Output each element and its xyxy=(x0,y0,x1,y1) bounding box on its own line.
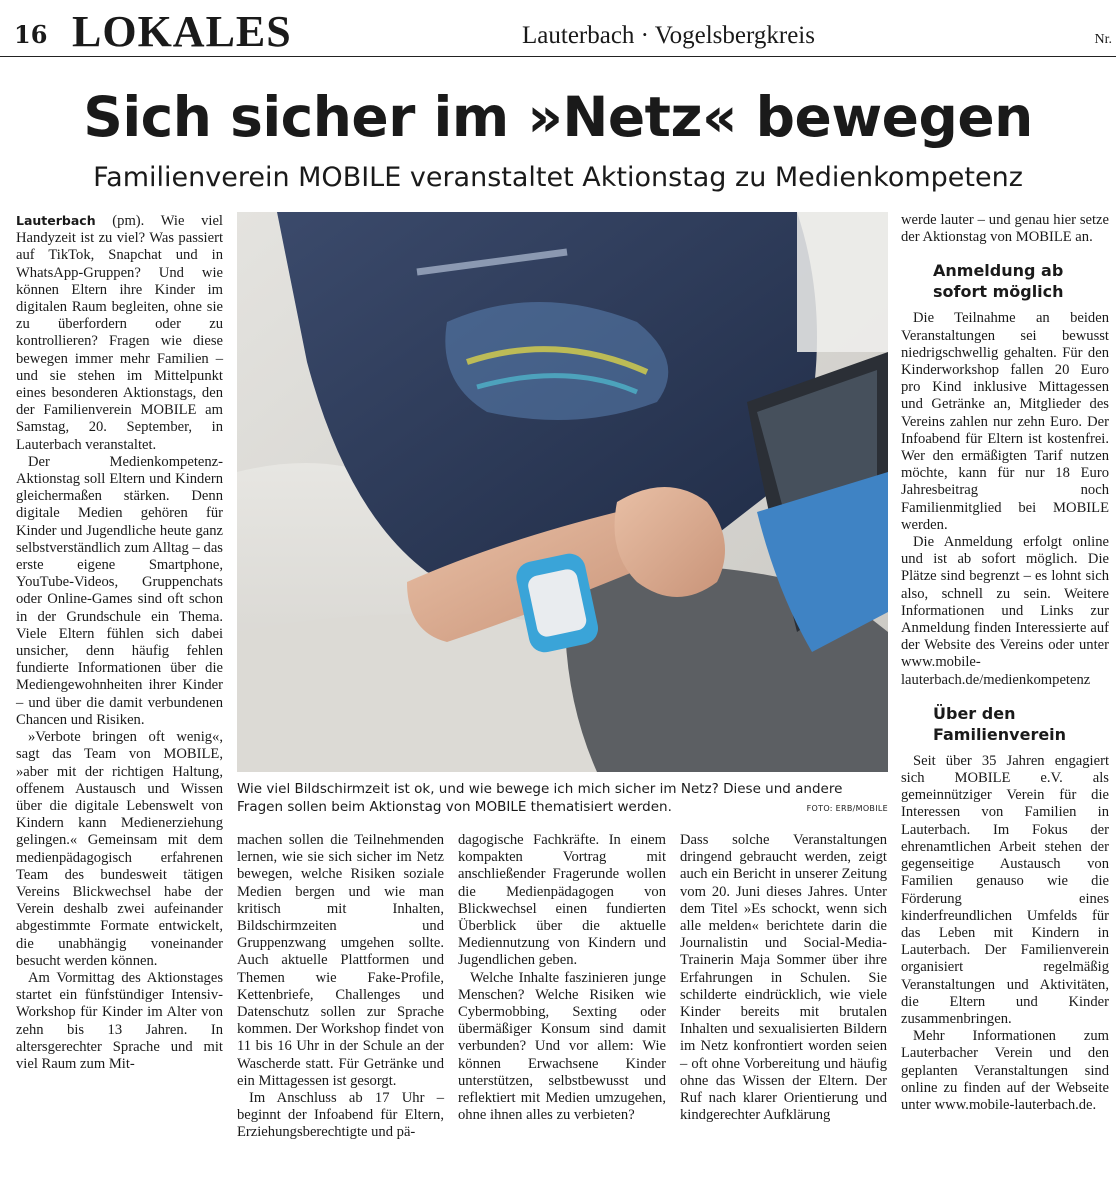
page-number: 16 xyxy=(14,20,48,49)
photo-caption xyxy=(237,780,888,816)
paragraph: Am Vormittag des Aktionstages startet ein fünfstündiger Intensiv-Workshop für Kinder im Alter von zehn bis 13 Jahren. In altersgerechter Sprache und mit viel Raum zum Mit- xyxy=(16,969,223,1072)
paragraph: Die Anmeldung erfolgt online und ist ab sofort möglich. Die Plätze sind begrenzt – es lohnt sich also, schnell zu sein. Weitere Informationen und Links zur Anmeldung finden Interessierte auf der Website des Vereins oder unter www.mobile-lauterbach.de/medienkompetenz xyxy=(901,534,1109,688)
issue-number-label: Nr. xyxy=(1094,32,1112,47)
paragraph: Im Anschluss ab 17 Uhr – beginnt der Infoabend für Eltern, Erziehungsberechtigte und pä- xyxy=(237,1090,444,1141)
masthead xyxy=(0,0,1116,57)
subheading-registration: Anmeldung ab sofort möglich xyxy=(933,261,1064,302)
article-column-2 xyxy=(237,832,444,1142)
paragraph: machen sollen die Teilnehmenden lernen, wie sie sich sicher im Netz bewegen, welche Risiken soziale Medien bergen und wie man kritisch mit Inhalten, Bildschirmzeiten und Gruppenzwang umgehen sollte. Auch aktuelle Plattformen und Themen wie Fake-Profile, Kettenbriefe, Challenges und Datenschutz sollen zur Sprache kommen. Der Workshop findet von 11 bis 16 Uhr in der Schule an der Wascherde statt. Für Getränke und ein Mittagessen ist gesorgt. xyxy=(237,832,444,1089)
paragraph: dagogische Fachkräfte. In einem kompakten Vortrag mit anschließender Fragerunde wollen die Medienpädagogen von Blickwechsel einen fundierten Überblick über die aktuelle Mediennutzung von Kindern und Jugendlichen geben. xyxy=(458,832,666,969)
dateline: Lauterbach xyxy=(16,213,96,228)
paragraph: »Verbote bringen oft wenig«, sagt das Team von MOBILE, »aber mit der richtigen Haltung, offenem Austausch und Wissen über die digitale Lebenswelt von Kindern kann Medienerziehung gelingen.« Gemeinsam mit dem medienpädagogisch erfahrenen Team des bundesweit tätigen Vereins Blickwechsel habe der Verein deshalb zwei aufeinander abgestimmte Formate entwickelt, die unabhängig voneinander besucht werden können. xyxy=(16,729,223,969)
paragraph: Die Teilnahme an beiden Veranstaltungen sei bewusst niedrigschwellig gehalten. Für den Kinderworkshop fallen 20 Euro pro Kind inklusive Mittagessen und Getränke an, Mitglieder des Vereins zahlen nur zehn Euro. Der Infoabend für Eltern ist kostenfrei. Wer den ermäßigten Tarif nutzen möchte, kann für nur 18 Euro Jahresbeitrag noch Familienmitglied bei MOBILE werden. xyxy=(901,310,1109,533)
paragraph: Dass solche Veranstaltungen dringend gebraucht werden, zeigt auch ein Bericht in unserer Zeitung vom 20. Juni dieses Jahres. Unter dem Titel »Es schockt, wenn sich alle melden« berichtete darin die Journalistin und Social-Media-Trainerin Maja Sommer über ihre Erfahrungen in Schulen. Sie schilderte eindrücklich, wie viele Kinder bereits mit brutalen Inhalten und sexualisierten Bildern im Netz konfrontiert worden seien – oft ohne Vorbereitung und häufig ohne das Wissen der Eltern. Der Ruf nach klarer Orientierung und kindgerechter Aufklärung xyxy=(680,832,887,1124)
paragraph: Seit über 35 Jahren engagiert sich MOBILE e.V. als gemeinnütziger Verein für die Interessen von Familien in Lauterbach. Im Fokus der ehrenamtlichen Arbeit stehen der gegenseitige Austausch von Familien genauso wie die Förderung eines kinderfreundlichen Umfelds für das Leben mit Kindern in Lauterbach. Der Familienverein organisiert regelmäßig Veranstaltungen und Aktivitäten, die Eltern und Kinder zusammenbringen. xyxy=(901,752,1109,1027)
paragraph: Mehr Informationen zum Lauterbacher Verein und den geplanten Veranstaltungen sind online zu finden auf der Webseite unter www.mobile-lauterbach.de. xyxy=(901,1028,1109,1113)
article-column-3 xyxy=(458,832,666,1124)
region-label: Lauterbach · Vogelsbergkreis xyxy=(522,22,815,49)
paragraph: Welche Inhalte faszinieren junge Menschen? Welche Risiken wie Cybermobbing, Sexting oder übermäßiger Konsum sind damit verbunden? Und vor allem: Wie können Erwachsene Kinder unterstützen, selbstbewusst und reflektiert mit Medien umzugehen, ohne ihnen alles zu verbieten? xyxy=(458,969,666,1124)
article-headline: Sich sicher im »Netz« bewegen xyxy=(83,85,1033,149)
article-column-5 xyxy=(901,212,1109,1114)
article-column-4 xyxy=(680,832,887,1124)
article-column-1 xyxy=(16,212,223,1073)
article-photo xyxy=(237,212,888,772)
paragraph: werde lauter – und genau hier setze der Aktionstag von MOBILE an. xyxy=(901,212,1109,246)
photo-child-with-tablet xyxy=(237,212,888,772)
paragraph: Lauterbach (pm). Wie viel Handyzeit ist zu viel? Was passiert auf TikTok, Snapchat und in WhatsApp-Gruppen? Und wie können Eltern ihre Kinder im digitalen Raum begleiten, ohne sie zu überfordern oder zu kontrollieren? Fragen wie diese bewegen immer mehr Familien – und sie stehen im Mittelpunkt eines besonderen Aktionstags, den der Familienverein MOBILE am Samstag, 20. September, in Lauterbach veranstaltet. xyxy=(16,213,223,453)
article-subheadline: Familienverein MOBILE veranstaltet Aktionstag zu Medienkompetenz xyxy=(93,162,1023,193)
photo-credit: FOTO: ERB/MOBILE xyxy=(803,800,888,818)
subheading-about-association: Über den Familienverein xyxy=(933,703,1067,744)
photo-caption-text: Wie viel Bildschirmzeit ist ok, und wie bewege ich mich sicher im Netz? Diese und andere Fragen sollen beim Aktionstag von MOBILE thematisiert werden. xyxy=(237,781,843,815)
paragraph: Der Medienkompetenz-Aktionstag soll Eltern und Kindern gleichermaßen stärken. Denn digitale Medien gehören für Kinder und Jugendliche heute ganz selbstverständlich zum Alltag – das erste eigene Smartphone, YouTube-Videos, Gruppenchats oder Online-Games sind oft schon in der Grundschule ein Thema. Viele Eltern fühlen sich dabei unsicher, denn häufig fehlen fundierte Informationen über die Mediengewohnheiten ihrer Kinder – und über die damit verbundenen Chancen und Risiken. xyxy=(16,453,223,728)
section-title: LOKALES xyxy=(72,7,292,56)
